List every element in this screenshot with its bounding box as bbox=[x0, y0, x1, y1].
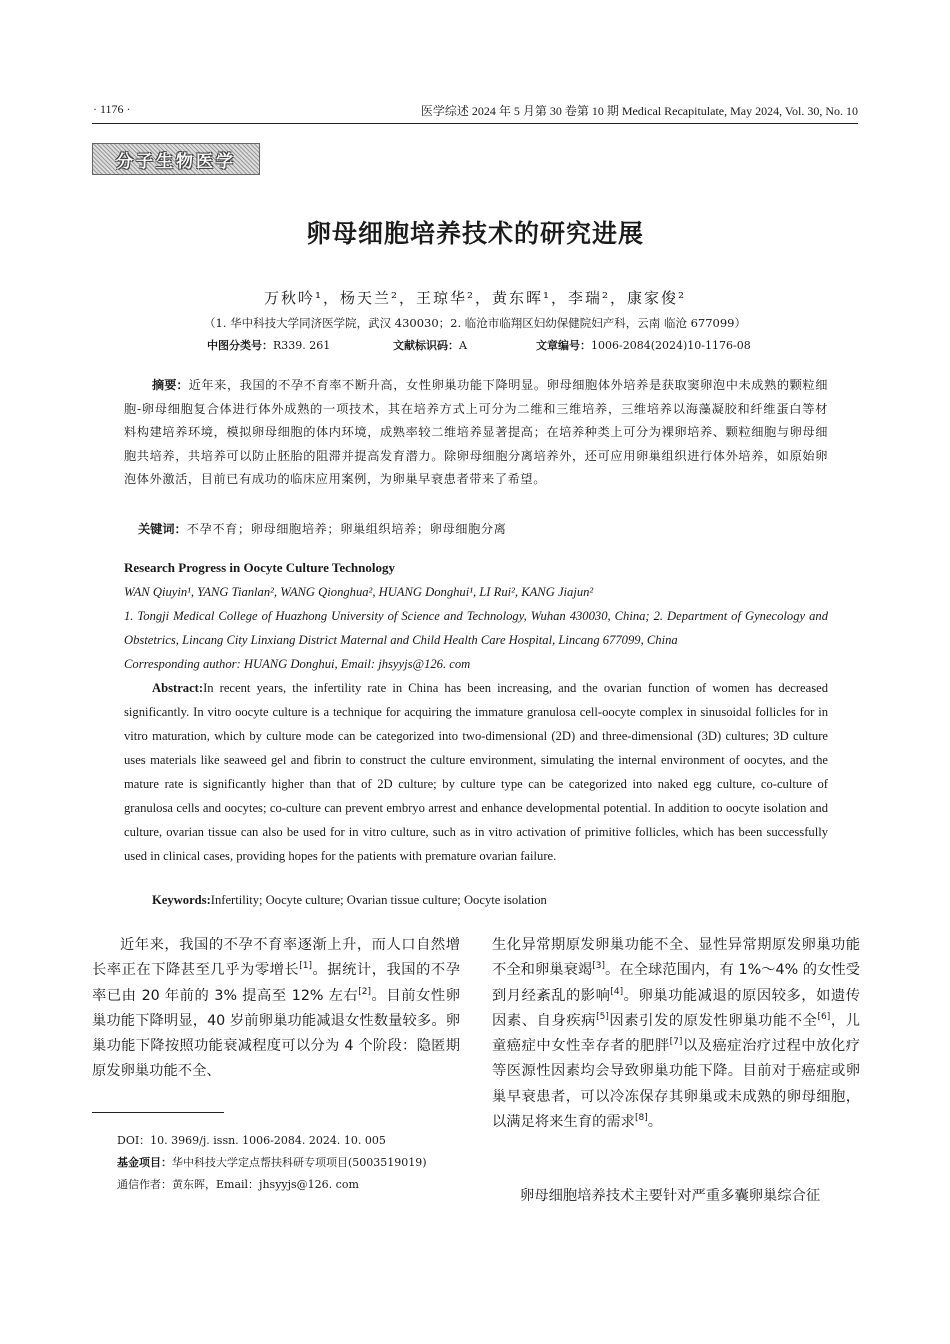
article-number: 文章编号：1006-2084(2024)10-1176-08 bbox=[536, 339, 751, 352]
keywords-en: Keywords:Infertility; Oocyte culture; Ovarian tissue culture; Oocyte isolation bbox=[152, 893, 547, 907]
abstract-cn: 摘要：近年来，我国的不孕不育率不断升高，女性卵巢功能下降明显。卵母细胞体外培养是获取窦卵泡中未成熟的颗粒细胞-卵母细胞复合体进行体外成熟的一项技术，其在培养方式上可分为二维和三维培养，三维培养以海藻凝胶和纤维蛋白等材料构建培养环境，模拟卵母细胞的体内环境，成熟率较二维培养显著提高；在培养种类上可分为裸卵培养、颗粒细胞与卵母细胞共培养，共培养可以防止胚胎的阻滞并提高发育潜力。除卵母细胞分离培养外，还可应用卵巢组织进行体外培养，如原始卵泡体外激活，目前已有成功的临床应用案例，为卵巢早衰患者带来了希望。 bbox=[124, 378, 829, 486]
body-right-next: 卵母细胞培养技术主要针对严重多囊卵巢综合征 bbox=[520, 1188, 821, 1204]
keywords-cn: 关键词：不孕不育；卵母细胞培养；卵巢组织培养；卵母细胞分离 bbox=[138, 522, 507, 536]
paper-title: 卵母细胞培养技术的研究进展 bbox=[305, 219, 644, 248]
clc-number: 中图分类号：R339. 261 bbox=[207, 339, 331, 352]
section-tag-label: 分子生物医学 bbox=[116, 151, 236, 172]
authors-en: WAN Qiuyin¹, YANG Tianlan², WANG Qionghua², HUANG Donghui¹, LI Rui², KANG Jiajun² bbox=[124, 585, 594, 599]
affiliations-cn: （1. 华中科技大学同济医学院，武汉 430030；2. 临沧市临翔区妇幼保健院妇产科，云南 临沧 677099） bbox=[203, 316, 747, 330]
footnote-corresponding: 通信作者：黄东晖，Email：jhsyyjs@126. com bbox=[117, 1178, 359, 1191]
footnote-doi: DOI：10. 3969/j. issn. 1006-2084. 2024. 10. 005 bbox=[117, 1134, 386, 1147]
corresponding-en: Corresponding author: HUANG Donghui, Email: jhsyyjs@126. com bbox=[124, 657, 471, 671]
body-left-column: 近年来，我国的不孕不育率逐渐上升，而人口自然增长率正在下降甚至几乎为零增长[1]。据统计，我国的不孕率已由 20 年前的 3% 提高至 12% 左右[2]。目前女性卵巢功能下降明显，40 岁前卵巢功能减退女性数量较多。卵巢功能下降按照功能衰减程度可以分为 4 个阶段：隐匿期原发卵巢功能不全、 bbox=[92, 937, 461, 1080]
affiliations-en: 1. Tongji Medical College of Huazhong University of Science and Technology, Wuhan 430030, China; 2. Department of Gynecology and Obstetrics, Lincang City Linxiang District Maternal and Child Health Care Hospital, Lincang 677099, China bbox=[124, 609, 828, 647]
footnote-rule bbox=[92, 1112, 224, 1113]
authors-cn: 万秋吟¹，杨天兰²，王琼华²，黄东晖¹，李瑞²，康家俊² bbox=[263, 289, 687, 307]
title-en: Research Progress in Oocyte Culture Technology bbox=[124, 560, 395, 575]
footnote-fund: 基金项目：华中科技大学定点帮扶科研专项项目(5003519019) bbox=[117, 1156, 427, 1169]
document-code: 文献标识码：A bbox=[393, 339, 467, 352]
header-rule bbox=[92, 123, 858, 124]
running-head: 医学综述 2024 年 5 月第 30 卷第 10 期 Medical Recapitulate, May 2024, Vol. 30, No. 10 bbox=[420, 104, 858, 118]
body-right-column: 生化异常期原发卵巢功能不全、显性异常期原发卵巢功能不全和卵巢衰竭[3]。在全球范围内，有 1%～4% 的女性受到月经紊乱的影响[4]。卵巢功能减退的原因较多，如遗传因素、自身疾病[5]因素引发的原发性卵巢功能不全[6]，儿童癌症中女性幸存者的肥胖[7]以及癌症治疗过程中放化疗等医源性因素均会导致卵巢功能下降。目前对于癌症或卵巢早衰患者，可以冷冻保存其卵巢或未成熟的卵母细胞，以满足将来生育的需求[8]。 bbox=[492, 937, 861, 1131]
section-tag bbox=[92, 143, 260, 175]
page-number: · 1176 · bbox=[93, 102, 131, 116]
abstract-en: Abstract:In recent years, the infertility rate in China has been increasing, and the ovarian function of women has decreased significantly. In vitro oocyte culture is a technique for acquiring the immature granulosa cell-oocyte complex in sinusoidal follicles for in vitro maturation, which by culture mode can be categorized into two-dimensional (2D) and three-dimensional (3D) cultures; 3D culture uses materials like seaweed gel and fibrin to construct the culture environment, simulating the internal environment of oocytes, and the mature rate is significantly higher than that of 2D culture; by culture type can be categorized into naked egg culture, co-culture of granulosa cells and oocytes; co-culture can prevent embryo arrest and enhance developmental potential. In addition to oocyte isolation and culture, ovarian tissue can also be used for in vitro culture, such as in vitro activation of primitive follicles, which has been successfully used in clinical cases, providing hopes for the patients with premature ovarian failure. bbox=[124, 681, 828, 863]
